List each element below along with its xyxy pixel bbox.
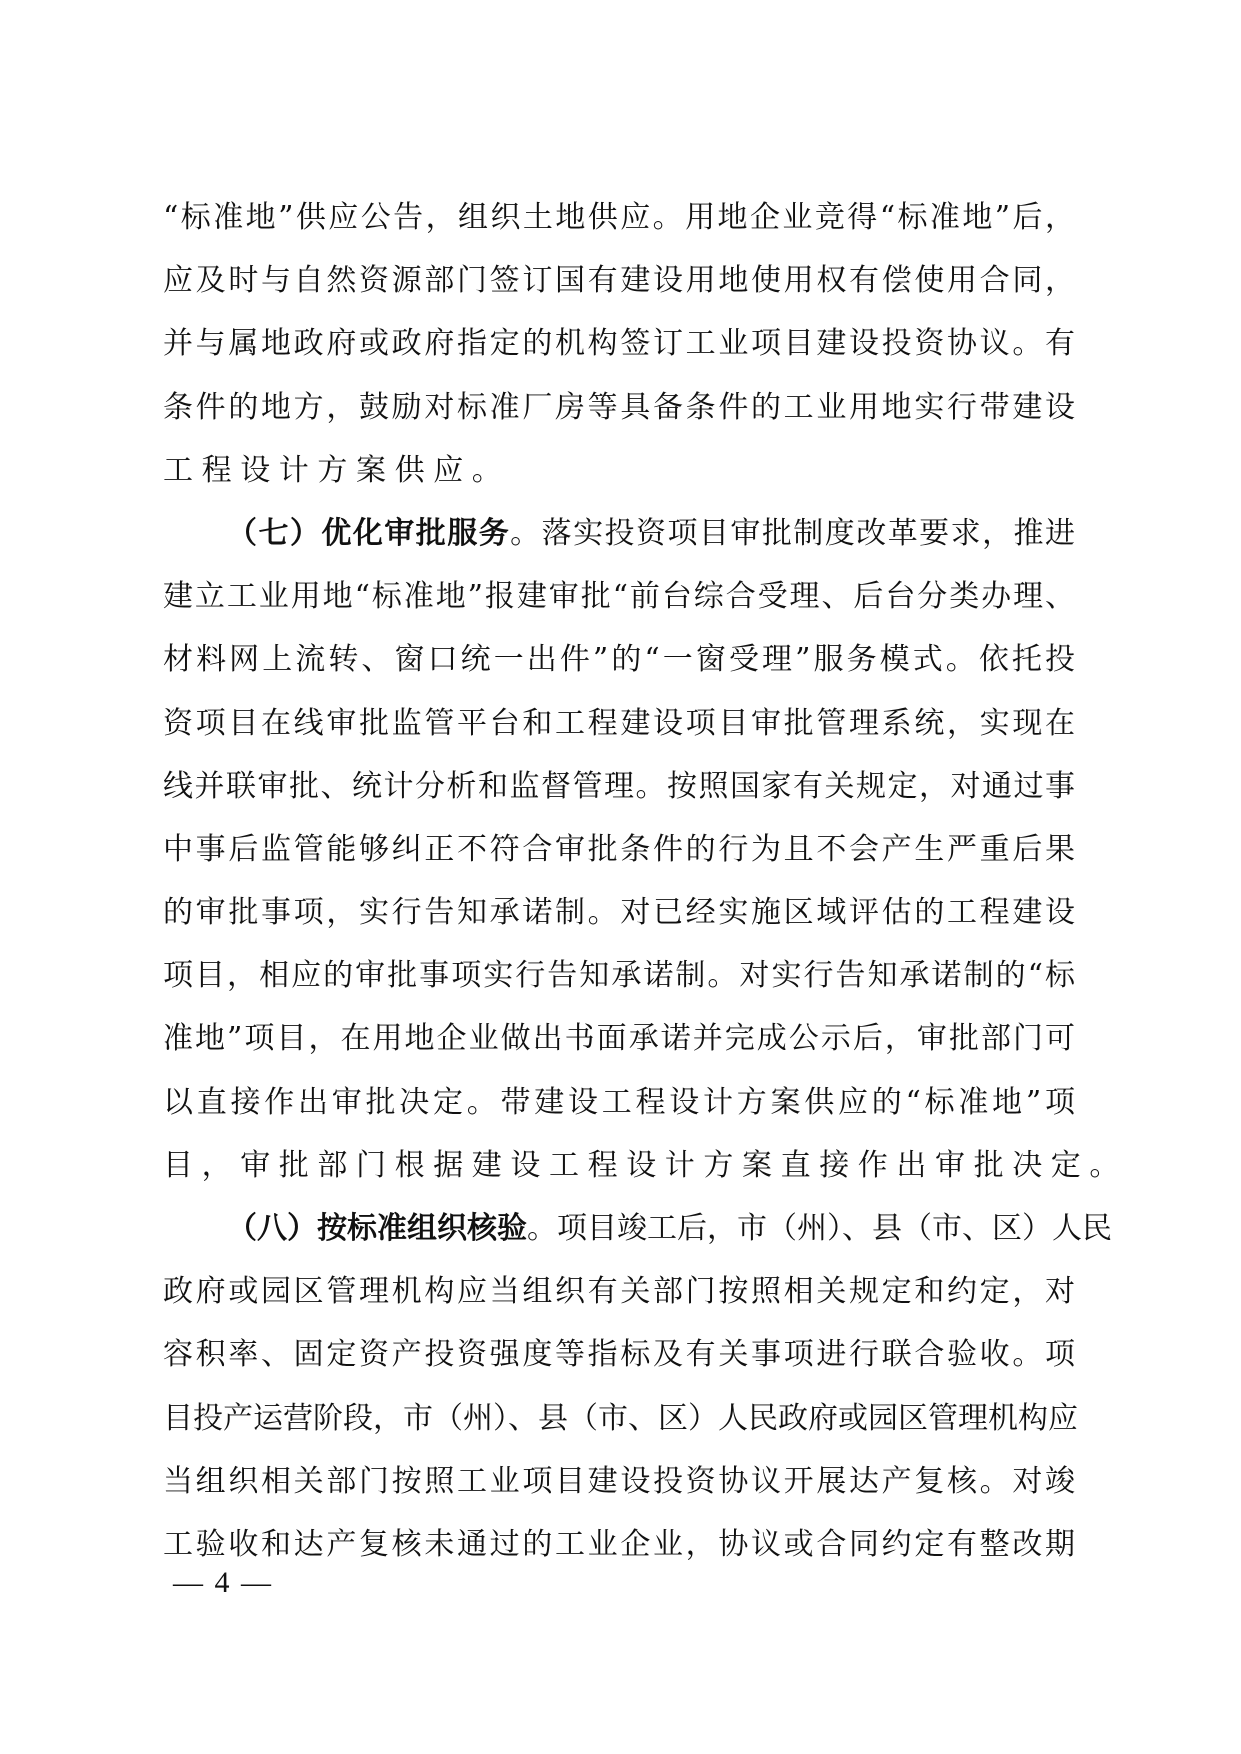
text-line: 的审批事项，实行告知承诺制。对已经实施区域评估的工程建设 xyxy=(163,895,1075,931)
text-line: 政府或园区管理机构应当组织有关部门按照相关规定和约定，对 xyxy=(163,1274,1075,1310)
text-line: 并与属地政府或政府指定的机构签订工业项目建设投资协议。有 xyxy=(163,326,1075,362)
text-line: 建立工业用地“标准地”报建审批“前台综合受理、后台分类办理、 xyxy=(163,579,1075,615)
text-line: 资项目在线审批监管平台和工程建设项目审批管理系统，实现在 xyxy=(163,705,1075,741)
page-number: — 4 — xyxy=(173,1566,273,1599)
section-eight-first-line xyxy=(163,1197,1112,1260)
text-line: 以直接作出审批决定。带建设工程设计方案供应的“标准地”项 xyxy=(163,1084,1075,1120)
section-heading-seven: （七）优化审批服务 xyxy=(227,515,511,551)
text-line: 线并联审批、统计分析和监督管理。按照国家有关规定，对通过事 xyxy=(163,768,1075,804)
text-line: 中事后监管能够纠正不符合审批条件的行为且不会产生严重后果 xyxy=(163,831,1075,867)
text-line: 工验收和达产复核未通过的工业企业，协议或合同约定有整改期 xyxy=(163,1526,1075,1562)
section-seven-first-line xyxy=(163,502,1075,565)
text-line: 目投产运营阶段，市（州）、县（市、区）人民政府或园区管理机构应 xyxy=(163,1400,1078,1436)
text-line: “标准地”供应公告，组织土地供应。用地企业竞得“标准地”后， xyxy=(163,200,1075,235)
text-line: 工程设计方案供应。 xyxy=(163,452,511,488)
section-heading-eight: （八）按标准组织核验 xyxy=(227,1211,527,1246)
text-line: 应及时与自然资源部门签订国有建设用地使用权有偿使用合同， xyxy=(163,263,1075,299)
text-line: 项目，相应的审批事项实行告知承诺制。对实行告知承诺制的“标 xyxy=(163,958,1075,994)
text-line: 准地”项目，在用地企业做出书面承诺并完成公示后，审批部门可 xyxy=(163,1021,1075,1057)
text-line: 目，审批部门根据建设工程设计方案直接作出审批决定。 xyxy=(163,1147,1128,1183)
text-line: 材料网上流转、窗口统一出件”的“一窗受理”服务模式。依托投 xyxy=(163,642,1075,678)
text-line: 容积率、固定资产投资强度等指标及有关事项进行联合验收。项 xyxy=(163,1337,1075,1373)
body-text xyxy=(163,186,1128,1576)
text-line: 当组织相关部门按照工业项目建设投资协议开展达产复核。对竣 xyxy=(163,1463,1075,1499)
text-line: 条件的地方，鼓励对标准厂房等具备条件的工业用地实行带建设 xyxy=(163,389,1075,425)
section-seven-text: 。落实投资项目审批制度改革要求，推进 xyxy=(510,515,1076,551)
section-eight-text: 。项目竣工后，市（州）、县（市、区）人民 xyxy=(527,1211,1112,1246)
